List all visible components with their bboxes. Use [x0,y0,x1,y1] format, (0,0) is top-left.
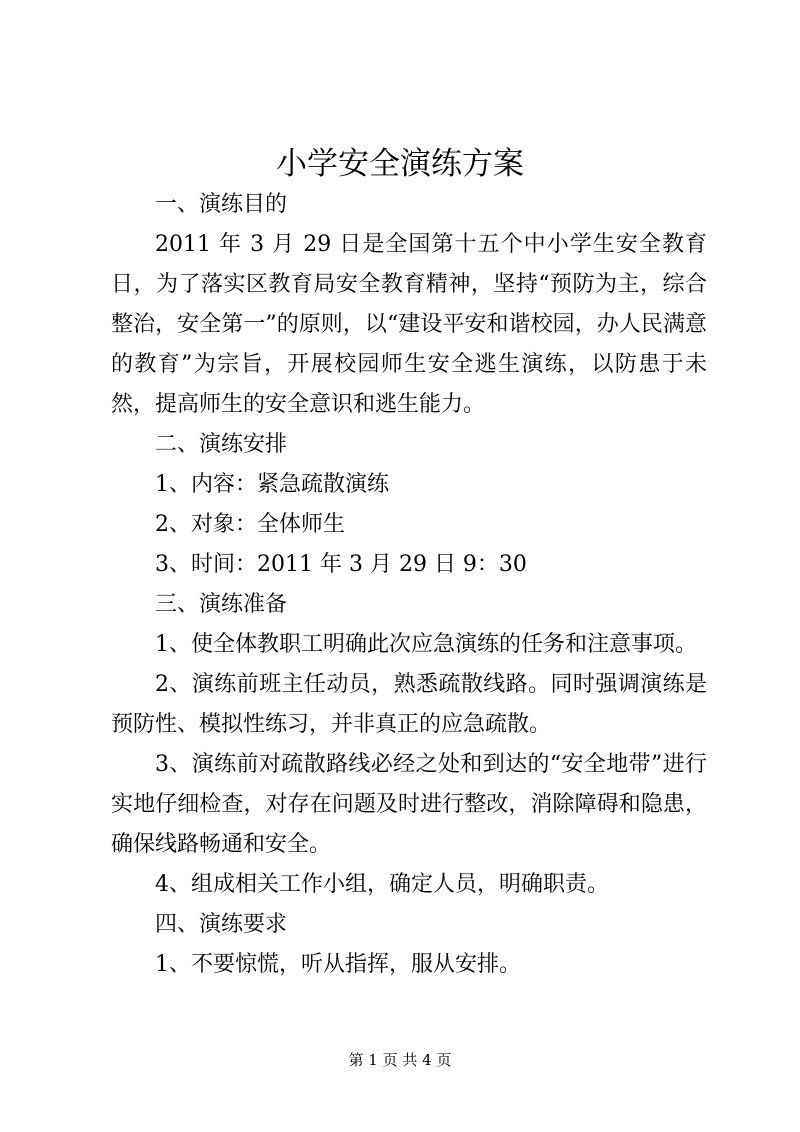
list-item-prep-3: 3、演练前对疏散路线必经之处和到达的“安全地带”进行实地仔细检查，对存在问题及时进行整改，消除障碍和隐患，确保线路畅通和安全。 [111,752,707,857]
list-item-req-1: 1、不要惊慌，听从指挥，服从安排。 [155,952,521,977]
section-heading-preparation: 三、演练准备 [155,592,288,617]
list-item-time: 3、时间：2011 年 3 月 29 日 9：30 [155,552,527,577]
paragraph-purpose: 2011 年 3 月 29 日是全国第十五个中小学生安全教育日，为了落实区教育局安全教育精神，坚持“预防为主，综合整治，安全第一”的原则，以“建设平安和谐校园，办人民满意的教育”为宗旨，开展校园师生安全逃生演练，以防患于未然，提高师生的安全意识和逃生能力。 [111,232,707,417]
list-item-prep-4: 4、组成相关工作小组，确定人员，明确职责。 [155,872,609,897]
list-item-prep-2: 2、演练前班主任动员，熟悉疏散线路。同时强调演练是预防性、模拟性练习，并非真正的应急疏散。 [111,672,707,737]
document-body [111,185,707,985]
list-item-prep-1: 1、使全体教职工明确此次应急演练的任务和注意事项。 [155,632,697,657]
section-heading-requirements: 四、演练要求 [155,912,288,937]
list-item-content: 1、内容：紧急疏散演练 [155,472,389,497]
list-item-participants: 2、对象：全体师生 [155,512,345,537]
page-footer: 第 1 页 共 4 页 [348,1051,452,1069]
section-heading-arrangement: 二、演练安排 [155,432,288,457]
document-title: 小学安全演练方案 [276,146,524,182]
section-heading-purpose: 一、演练目的 [155,192,288,217]
